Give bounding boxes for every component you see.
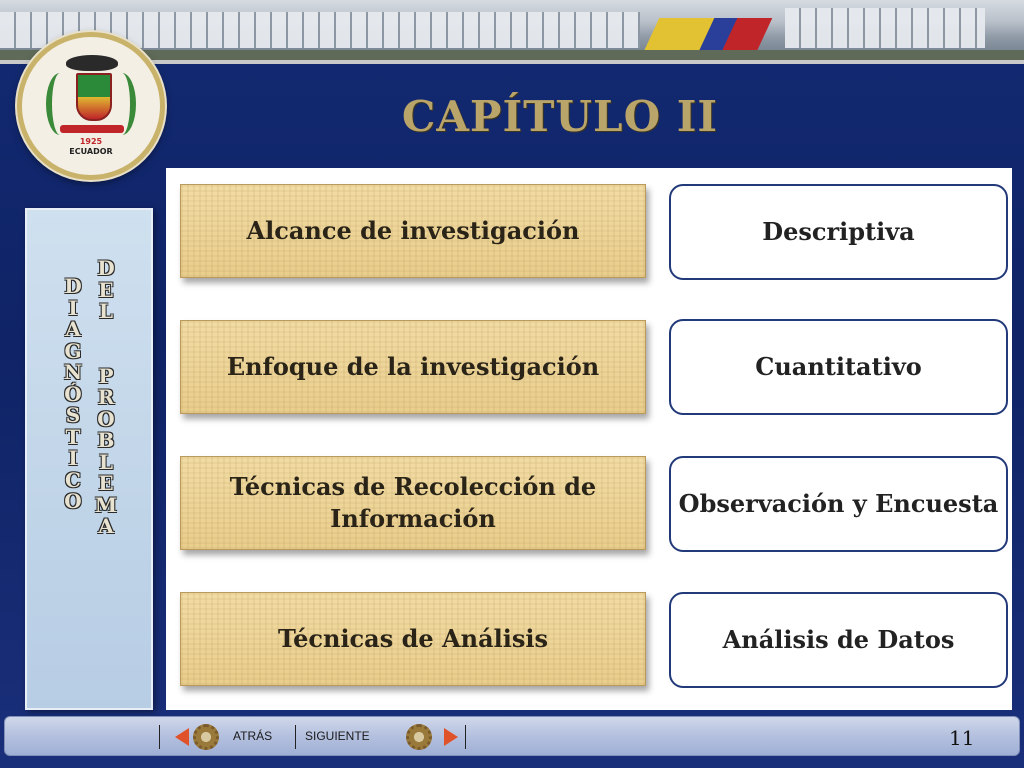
side-letter: E bbox=[98, 471, 114, 495]
side-letter: S bbox=[65, 403, 81, 427]
next-button[interactable] bbox=[402, 722, 458, 752]
emblem-shield-icon bbox=[76, 73, 112, 121]
side-label-diagnostico bbox=[61, 276, 85, 513]
topic-box-tecnicas-recoleccion: Técnicas de Recolección de Información bbox=[180, 456, 646, 550]
side-letter: D bbox=[64, 274, 82, 298]
side-letter: P bbox=[98, 363, 114, 388]
emblem-condor-icon bbox=[66, 55, 118, 71]
slide-title: CAPÍTULO II bbox=[401, 92, 719, 141]
side-letter: O bbox=[64, 489, 82, 513]
topic-box-enfoque: Enfoque de la investigación bbox=[180, 320, 646, 414]
side-letter: L bbox=[98, 449, 114, 474]
topic-box-tecnicas-analisis: Técnicas de Análisis bbox=[180, 592, 646, 686]
side-label-del-problema bbox=[94, 258, 118, 538]
topic-box-alcance: Alcance de investigación bbox=[180, 184, 646, 278]
side-letter: L bbox=[98, 299, 114, 323]
next-link[interactable]: SIGUIENTE bbox=[305, 729, 370, 743]
institution-emblem bbox=[17, 32, 165, 180]
side-letter: O bbox=[97, 406, 115, 431]
emblem-ribbon bbox=[60, 125, 124, 133]
nav-separator bbox=[465, 725, 466, 749]
side-letter: E bbox=[98, 277, 114, 302]
side-letter: A bbox=[98, 514, 114, 538]
gear-icon bbox=[193, 724, 219, 750]
page-number: 11 bbox=[949, 726, 975, 750]
emblem-year: 1925 bbox=[79, 137, 103, 146]
side-letter: C bbox=[65, 467, 81, 492]
side-letter: B bbox=[97, 428, 115, 452]
side-letter: M bbox=[94, 492, 118, 517]
side-letter: Ó bbox=[64, 381, 82, 406]
back-link[interactable]: ATRÁS bbox=[233, 729, 273, 743]
side-letter: G bbox=[64, 338, 82, 363]
arrow-right-icon bbox=[444, 728, 458, 746]
arrow-left-icon bbox=[175, 728, 189, 746]
side-letter: A bbox=[65, 317, 81, 341]
side-letter: I bbox=[68, 446, 78, 470]
gear-icon bbox=[406, 724, 432, 750]
answer-box-observacion-encuesta: Observación y Encuesta bbox=[669, 456, 1008, 552]
answer-box-cuantitativo: Cuantitativo bbox=[669, 319, 1008, 415]
side-letter: T bbox=[65, 424, 81, 449]
banner-divider bbox=[0, 60, 1024, 64]
answer-box-analisis-datos: Análisis de Datos bbox=[669, 592, 1008, 688]
building-image-right bbox=[785, 8, 985, 48]
nav-separator bbox=[295, 725, 296, 749]
bottom-navigation-bar bbox=[4, 716, 1020, 756]
side-letter: N bbox=[63, 360, 83, 384]
nav-separator bbox=[159, 725, 160, 749]
side-label-panel bbox=[25, 208, 153, 710]
emblem-country: ECUADOR bbox=[69, 147, 113, 156]
header-photo-banner bbox=[0, 0, 1024, 62]
answer-box-descriptiva: Descriptiva bbox=[669, 184, 1008, 280]
side-letter: D bbox=[97, 256, 115, 280]
side-letter: R bbox=[97, 385, 115, 409]
side-letter: I bbox=[68, 295, 78, 320]
previous-button[interactable] bbox=[175, 722, 225, 752]
